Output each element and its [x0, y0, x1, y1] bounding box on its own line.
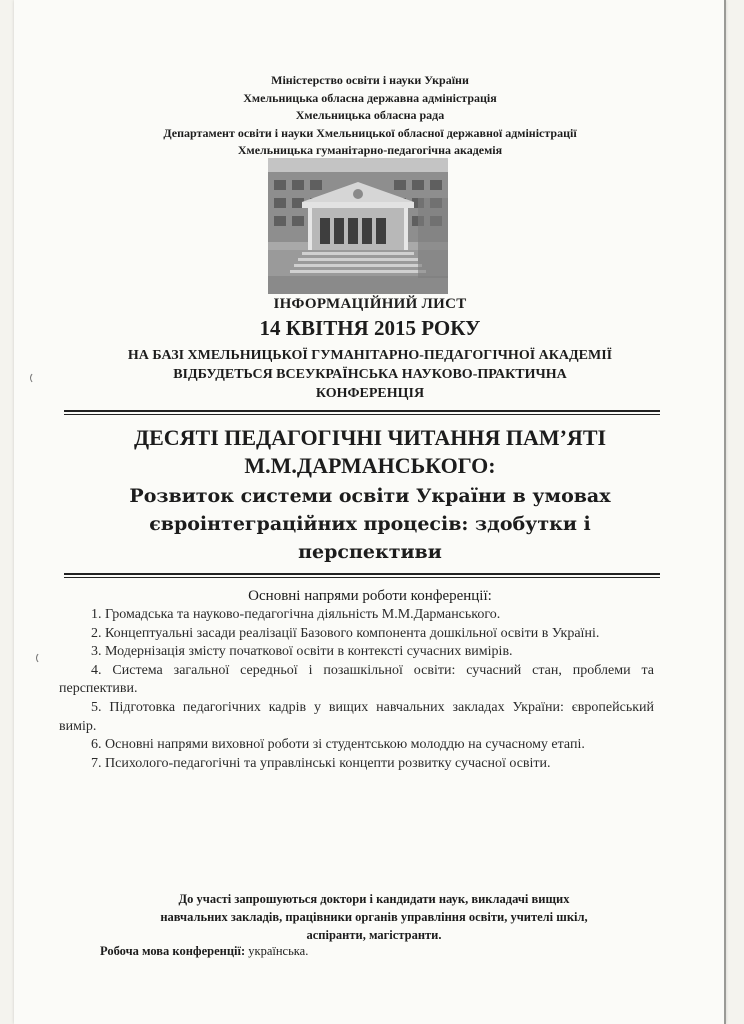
directions-list: [59, 606, 654, 773]
lead-line-2: ВІДБУДЕТЬСЯ ВСЕУКРАЇНСЬКА НАУКОВО-ПРАКТИЧНА: [173, 367, 567, 382]
conference-date: 14 КВІТНЯ 2015 РОКУ: [259, 316, 481, 340]
header-line-ministry: Міністерство освіти і науки України: [271, 73, 469, 87]
scan-mark: [30, 372, 42, 384]
document-page: [14, 0, 726, 1024]
conference-topic-line-2: євроінтеграційних процесів: здобутки і: [149, 513, 591, 535]
direction-item: 5. Підготовка педагогічних кадрів у вищих навчальних закладах України: європейський вимір.: [59, 699, 654, 734]
header-line-academy: Хмельницька гуманітарно-педагогічна академія: [237, 143, 503, 157]
participants-line-3: аспіранти, магістранти.: [306, 928, 442, 942]
scan-edge: [724, 0, 726, 1024]
direction-item: 3. Модернізація змісту початкової освіти в контексті сучасних вимірів.: [91, 644, 513, 660]
header-line-state-administration: Хмельницька обласна державна адміністрація: [243, 90, 497, 105]
participants-invitation: [74, 890, 674, 944]
conference-name-line-2: М.М.ДАРМАНСЬКОГО:: [244, 453, 496, 478]
scan-mark: [36, 652, 48, 664]
header-line-regional-council: Хмельницька обласна рада: [295, 108, 445, 122]
divider-top: [64, 410, 660, 415]
direction-item: 4. Система загальної середньої і позашкільної освіти: сучасний стан, проблеми та перспективи.: [59, 662, 654, 697]
header-line-department: Департамент освіти і науки Хмельницької обласної державної адміністрації: [163, 125, 577, 140]
participants-line-2: навчальних закладів, працівники органів управління освіти, учителі шкіл,: [160, 910, 588, 924]
lead-line-1: НА БАЗІ ХМЕЛЬНИЦЬКОЇ ГУМАНІТАРНО-ПЕДАГОГІЧНОЇ АКАДЕМІЇ: [127, 348, 613, 363]
direction-item: 6. Основні напрями виховної роботи зі студентською молоддю на сучасному етапі.: [91, 737, 585, 753]
conference-topic: [54, 482, 686, 566]
divider-bottom: [64, 573, 660, 578]
conference-topic-line-3: перспективи: [298, 541, 442, 563]
direction-item: 2. Концептуальні засади реалізації Базового компонента дошкільної освіти в Україні.: [91, 625, 600, 641]
conference-topic-line-1: Розвиток системи освіти України в умовах: [129, 485, 611, 507]
announcement-lead: [34, 346, 706, 403]
conference-name: [34, 424, 706, 480]
conference-name-line-1: ДЕСЯТІ ПЕДАГОГІЧНІ ЧИТАННЯ ПАМ’ЯТІ: [133, 425, 607, 450]
lead-line-3: КОНФЕРЕНЦІЯ: [315, 386, 425, 401]
info-letter-title: ІНФОРМАЦІЙНИЙ ЛИСТ: [273, 296, 467, 312]
building-image: [268, 158, 448, 294]
working-language-value: українська.: [248, 944, 309, 958]
direction-item: 7. Психолого-педагогічні та управлінські концепти розвитку сучасної освіти.: [91, 755, 551, 771]
participants-line-1: До участі запрошуються доктори і кандидати наук, викладачі вищих: [178, 892, 570, 906]
organizations-header: [14, 72, 726, 160]
working-language-label: Робоча мова конференції:: [100, 944, 246, 958]
direction-item: 1. Громадська та науково-педагогічна діяльність М.М.Дарманського.: [91, 607, 501, 622]
working-language: [100, 944, 308, 959]
directions-title: Основні напрями роботи конференції:: [248, 588, 492, 604]
academy-building-photo: [268, 158, 448, 294]
